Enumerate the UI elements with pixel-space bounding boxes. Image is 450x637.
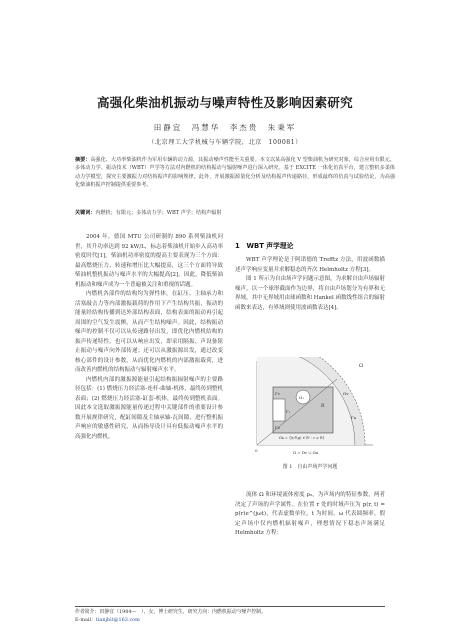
email-link[interactable]: tianjbit@163.com: [95, 616, 140, 623]
label-formula: Ωa = {(r,θ,φ) ∈ R³ : r ≥ R}: [279, 436, 325, 440]
label-omega-1: Ω₁: [299, 395, 304, 400]
label-omega: Ω: [359, 363, 364, 369]
paragraph: 内燃机内部的激振源能量引起结构振辐射噪声的主要路径包括：(1) 燃烧压力经活塞-连杆-曲轴-机体，最终传到整机表面；(2) 燃烧压力经活塞-缸套-机体，最终传到整机表面。因此本文选取激振源能量传递过程中关键部件的重要设计参数开展规律研究，配缸间隙及主轴承轴-瓦间隙，进行整机振声响应的敏感性研究，从而指导设计具有低振动噪声水平的高强化内燃机。: [75, 376, 223, 440]
paragraph: 图 1 所示为自由场声学问题示意图，为求解自由声场辐射噪声，以一个球形截面作为边界，将自由声场划分为有界和无界域，其中无界域用由球函数和 Hankel 函数线性组合的辐射函数来表达，有界域则使用波函数表达[4]。: [235, 276, 385, 311]
paragraph: 流体 Ω 和环境流体密度 ρ₀，为声场内的特征参数，两者决定了声场的声学属性。在位置 r 处的时域声压为 p(r, t) = p(r)e^(jωt)，代表虚数单位，t 为时间，ω 代表圆频率。假定声场中仅内燃机辐射噪声，理想情况下稳态声场满足 Helmholtz 方程：: [235, 492, 385, 536]
author-bio: 作者简介：田静宜（1984— ），女，博士研究生，研究方向：内燃机振动与噪声控制。: [75, 609, 266, 615]
figure-free-field: [255, 357, 379, 457]
paper-title: 高强化柴油机振动与噪声特性及影响因素研究: [96, 95, 353, 110]
paragraph: 内燃机各部件的结构均为弹性体，在缸压、主轴承力和活塞敲击力等内部激振载荷的作用下产生结构共振，振动的能量经结构传播到达外部结构表面，结构表面的振动再引起周围的空气发生震颤，从而产生结构噪声。因此，结构振动噪声的控制不仅可以从传递路径出发，即优化内燃机结构的振声传递特性，也可以从响应出发，即采用隔振、声设备阻止振动与噪声向外部传递；还可以从激振源出发，通过改变核心部件的设计参数，从而优化内燃机的内部激振载荷，进而改善内燃机的结构振动与辐射噪声水平。: [75, 291, 223, 373]
structure-cutout: [273, 399, 285, 421]
right-column-top: [235, 256, 385, 313]
label-omega-v: Ωv: [343, 391, 349, 396]
abstract-label: 摘要：: [75, 157, 91, 163]
label-interface: Ω = Ωv ∪ Ωa: [293, 450, 319, 455]
abstract: [75, 156, 395, 190]
affiliation: （北京理工大学机械与车辆学院，北京 100081）: [148, 139, 302, 146]
author-list: 田静宜 冯慧华 李杰贵 朱秉军: [153, 123, 297, 132]
email-line: [75, 617, 395, 625]
right-column-bottom: [235, 491, 385, 539]
label-gamma-v: Γv: [275, 391, 281, 396]
label-gamma-a: Γa: [351, 415, 357, 420]
paragraph: WBT 声学理论是于阿诺德的 Trefftz 方法，用波函数描述声学响应变量并求解稳态的齐次 Helmholtz 方程[3]。: [235, 257, 385, 273]
label-gamma-1: Γ₁: [286, 409, 291, 414]
figure-caption: 图 1 自由声场声学问题: [282, 464, 338, 470]
footnote-divider: [75, 606, 385, 607]
keywords-text: 内燃机；有限元；多体动力学；WBT 声学；结构声辐射: [95, 210, 222, 216]
section-heading: 1 WBT 声学理论: [235, 242, 294, 250]
paragraph: 2004 年，德国 MTU 公司研制的 890 系列柴油机问世，其升功率达到 92 kW/L，标志着柴油机开始步入高功率密度时代[1]。柴油机功率密度的提高主要表现为三个方面：最高燃烧压力、转速和增压比大幅提高，这三个方面将导致柴油机整机振动与噪声水平的大幅提高[2]。因此，降低柴油机振动和噪声成为一个普遍被关注和重视的话题。: [75, 234, 223, 288]
label-radius: R: [321, 404, 325, 409]
abstract-text: 高强化、大功率柴油机作为军用车辆的动力源，其振动噪声性能至关重要。本文以某高强化 V 型柴油机为研究对象，综合应用有限元、多体动力学、振动技术（WBT）声学等方法对内燃机的结构振动与辐射噪声进行深入研究。基于 EXCITE 一体化仿真平台，建立整机多柔体动力学模型，探究主要激振力对结构振声的影响规律。此外，开展激振源量化分析及结构振声传递路径，形成最终的仿真与试验结论，为高强化柴油机振声控制提供重要参考。: [75, 157, 395, 189]
free-field-diagram: [255, 357, 379, 457]
label-origin: 0: [255, 448, 258, 453]
email-label: E-mail：: [75, 616, 96, 623]
left-column: [75, 233, 223, 442]
footnote: [75, 609, 395, 624]
label-gamma-z: Γz: [275, 425, 280, 430]
keywords-label: 关键词：: [75, 210, 96, 216]
keywords: [75, 209, 395, 217]
